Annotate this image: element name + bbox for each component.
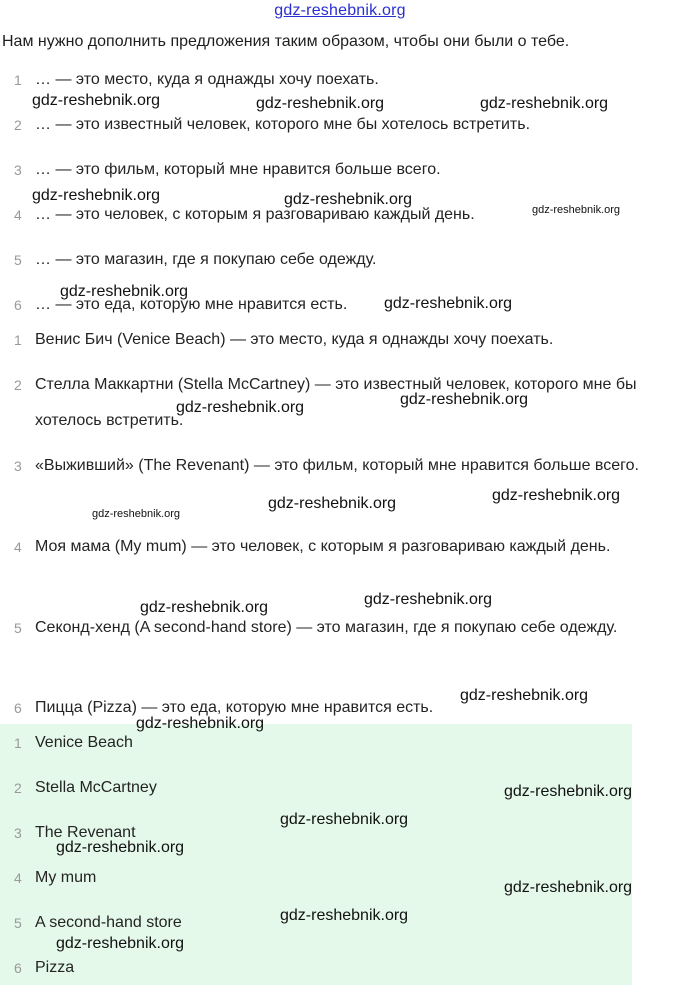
item-number: 4 (14, 207, 22, 223)
item-text: «Выживший» (The Revenant) — это фильм, который мне нравится больше всего. (35, 457, 639, 474)
watermark: gdz-reshebnik.org (280, 811, 409, 828)
item-text: … — это место, куда я однажды хочу поехать. (35, 71, 379, 88)
item-text: My mum (35, 869, 97, 886)
item-number: 3 (14, 458, 22, 474)
watermark: gdz-reshebnik.org (32, 187, 161, 204)
item-number: 1 (14, 332, 22, 348)
item-number: 5 (14, 620, 22, 636)
item-text: Stella McCartney (35, 779, 157, 796)
item-text: Pizza (35, 959, 75, 976)
item-text: Стелла Маккартни (Stella McCartney) — это известный человек, которого мне бы хотелось встретить. (35, 376, 637, 429)
watermark: gdz-reshebnik.org (60, 283, 189, 300)
item-number: 2 (14, 377, 22, 393)
watermark: gdz-reshebnik.org (176, 399, 305, 416)
item-text: Секонд-хенд (A second-hand store) — это магазин, где я покупаю себе одежду. (35, 619, 618, 636)
item-text: Пицца (Pizza) — это еда, которую мне нравится есть. (35, 699, 434, 716)
watermark: gdz-reshebnik.org (504, 879, 633, 896)
watermark: gdz-reshebnik.org (56, 935, 185, 952)
watermark: gdz-reshebnik.org (136, 715, 265, 732)
watermark: gdz-reshebnik.org (504, 783, 633, 800)
item-number: 1 (14, 72, 22, 88)
item-number: 6 (14, 700, 22, 716)
watermark: gdz-reshebnik.org (460, 687, 589, 704)
item-text: Моя мама (My mum) — это человек, с которым я разговариваю каждый день. (35, 538, 611, 555)
watermark: gdz-reshebnik.org (256, 95, 385, 112)
watermark: gdz-reshebnik.org (32, 92, 161, 109)
item-text: … — это еда, которую мне нравится есть. (35, 296, 348, 313)
item-number: 4 (14, 870, 22, 886)
item-text: … — это человек, с которым я разговариваю каждый день. (35, 206, 475, 223)
item-number: 4 (14, 539, 22, 555)
item-number: 5 (14, 915, 22, 931)
watermark: gdz-reshebnik.org (284, 191, 413, 208)
item-text: … — это известный человек, которого мне бы хотелось встретить. (35, 116, 531, 133)
watermark: gdz-reshebnik.org (384, 295, 513, 312)
watermark: gdz-reshebnik.org (532, 204, 621, 216)
item-text: … — это магазин, где я покупаю себе одежду. (35, 251, 377, 268)
item-text: Венис Бич (Venice Beach) — это место, куда я однажды хочу поехать. (35, 331, 554, 348)
item-number: 2 (14, 780, 22, 796)
watermark: gdz-reshebnik.org (400, 391, 529, 408)
watermark: gdz-reshebnik.org (492, 487, 621, 504)
item-text: The Revenant (35, 824, 136, 841)
item-number: 3 (14, 162, 22, 178)
item-text: A second-hand store (35, 914, 182, 931)
item-number: 1 (14, 735, 22, 751)
item-number: 6 (14, 960, 22, 976)
watermark: gdz-reshebnik.org (364, 591, 493, 608)
watermark: gdz-reshebnik.org (280, 907, 409, 924)
watermark: gdz-reshebnik.org (480, 95, 609, 112)
item-number: 6 (14, 297, 22, 313)
item-number: 2 (14, 117, 22, 133)
watermark: gdz-reshebnik.org (268, 495, 397, 512)
item-text: … — это фильм, который мне нравится больше всего. (35, 161, 441, 178)
item-text: Venice Beach (35, 734, 133, 751)
watermark: gdz-reshebnik.org (56, 839, 185, 856)
item-number: 5 (14, 252, 22, 268)
watermark: gdz-reshebnik.org (92, 508, 181, 520)
site-header-link[interactable]: gdz-reshebnik.org (274, 2, 406, 19)
task-instruction: Нам нужно дополнить предложения таким образом, чтобы они были о тебе. (2, 33, 570, 50)
item-number: 3 (14, 825, 22, 841)
watermark: gdz-reshebnik.org (140, 599, 269, 616)
